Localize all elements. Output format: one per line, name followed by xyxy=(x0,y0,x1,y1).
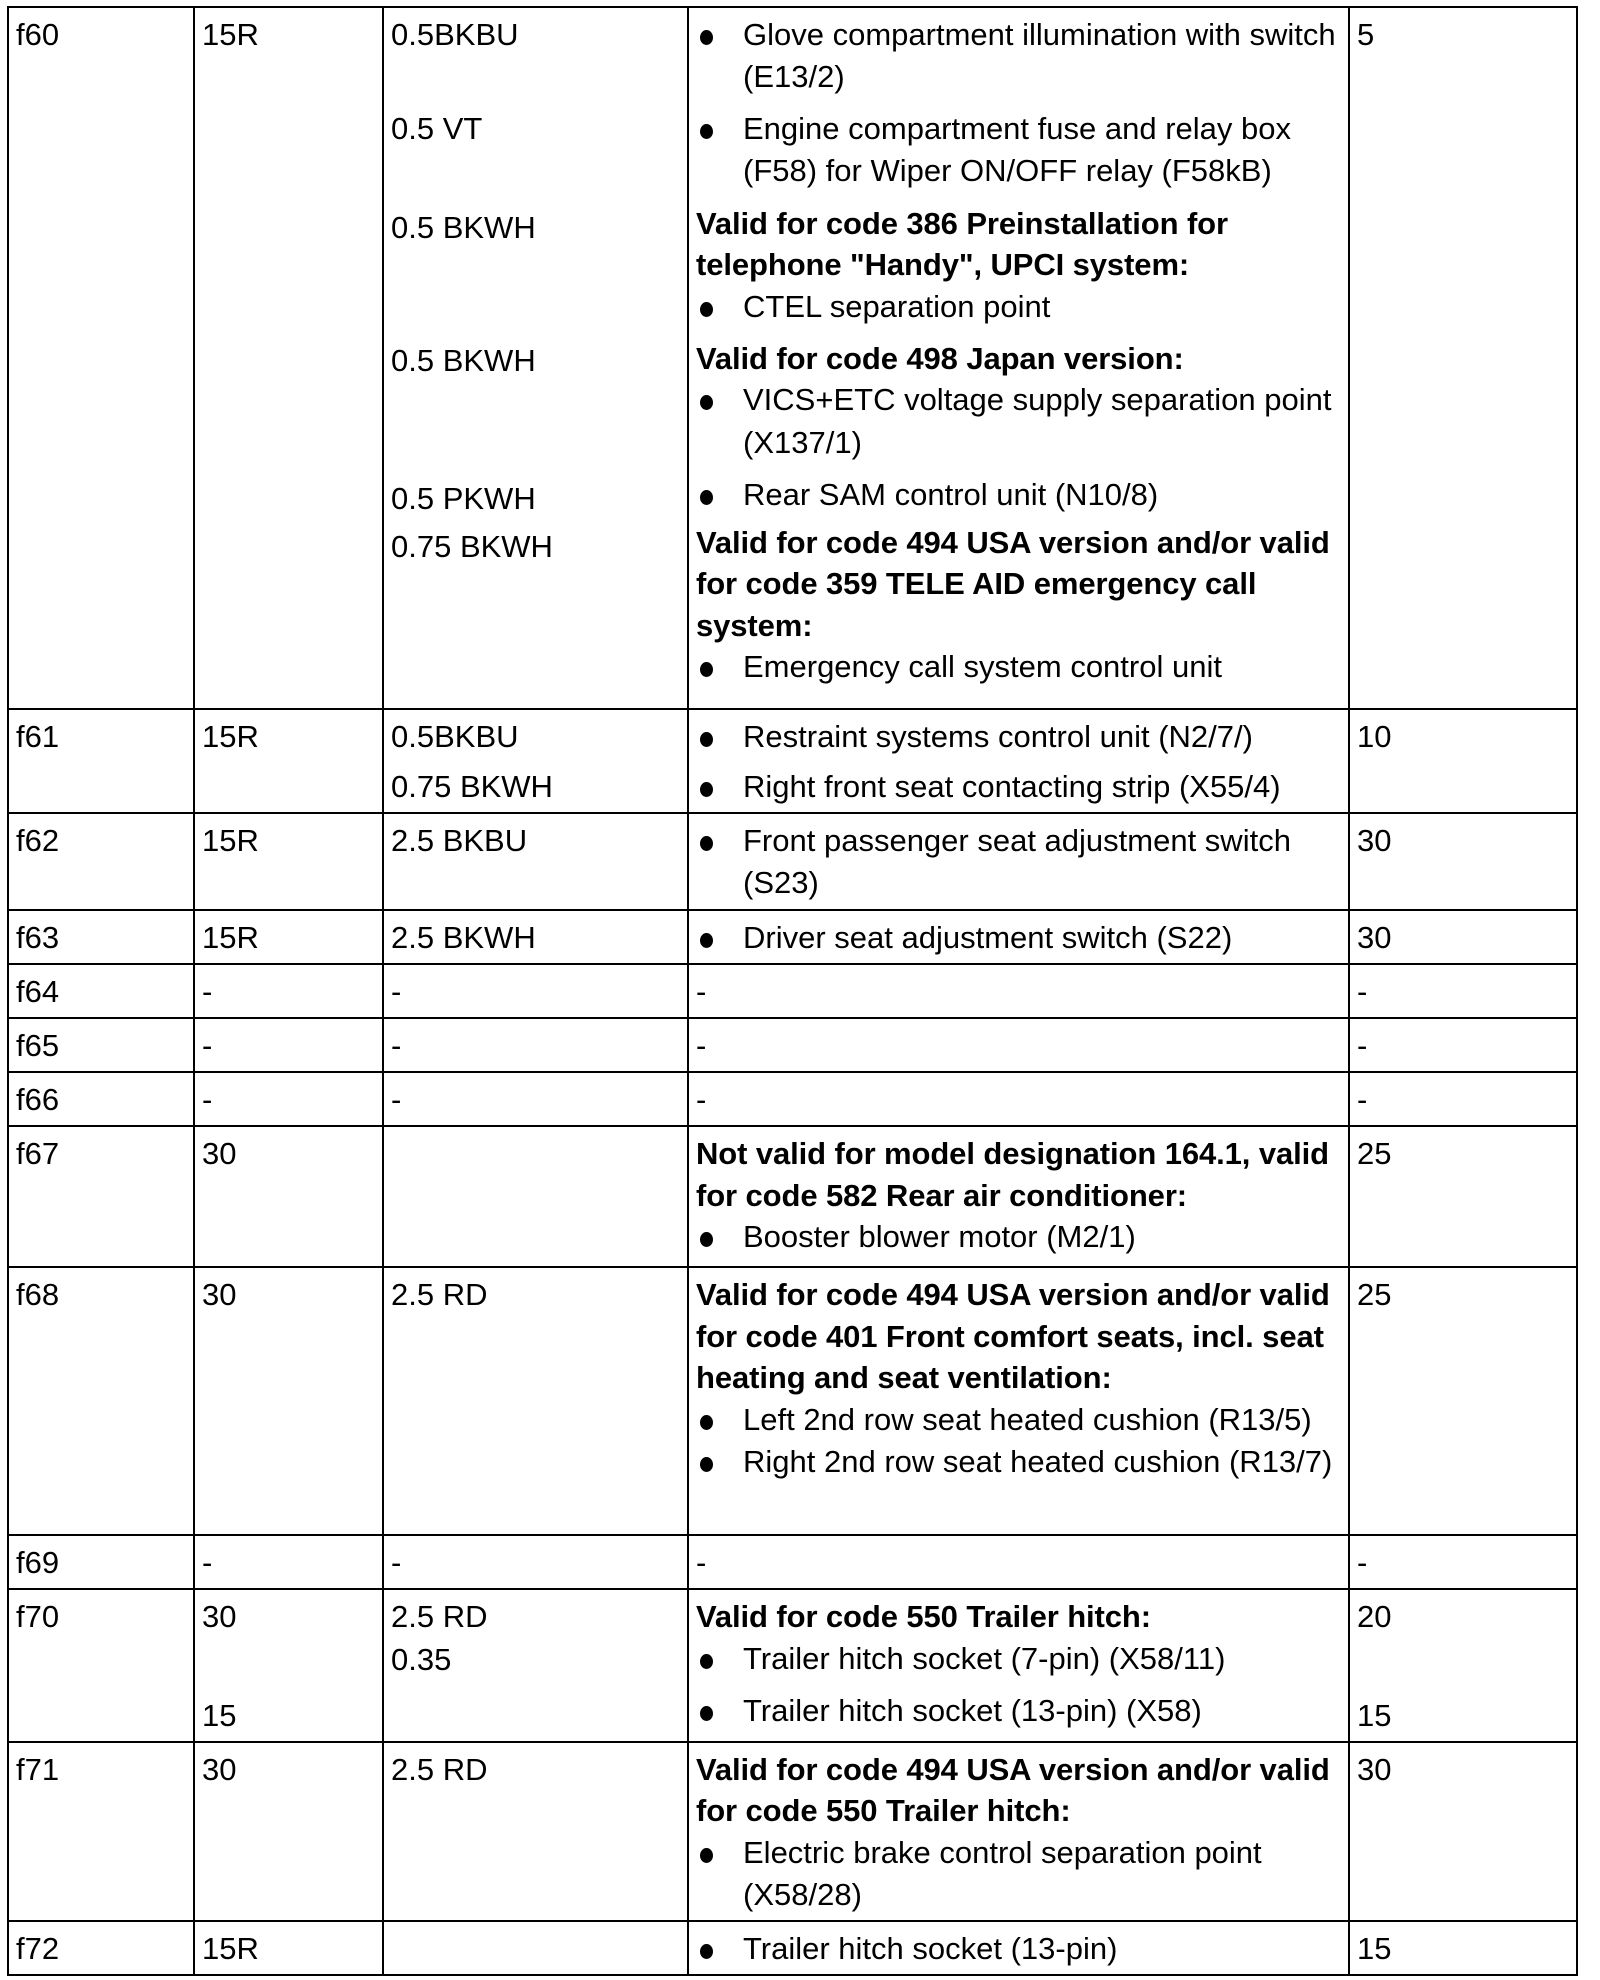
wire-cell: 2.5 BKWH xyxy=(383,910,688,964)
table-row xyxy=(8,7,1577,709)
list-item: Trailer hitch socket (13-pin) xyxy=(696,1928,1341,1970)
consumer-cell xyxy=(688,1267,1349,1535)
fuse-number-cell: f66 xyxy=(8,1072,194,1126)
fuse-number-cell: f64 xyxy=(8,964,194,1018)
consumer-cell: - xyxy=(688,964,1349,1018)
bullet-icon xyxy=(696,379,743,421)
circuit-cell: 15R xyxy=(194,813,383,909)
wire-cell: 2.5 RD 0.35 xyxy=(383,1589,688,1741)
consumer-cell xyxy=(688,1742,1349,1921)
consumer-cell: - xyxy=(688,1072,1349,1126)
list-item: Right 2nd row seat heated cushion (R13/7) xyxy=(696,1441,1341,1483)
validity-note: Valid for code 550 Trailer hitch: xyxy=(696,1599,1151,1635)
amperage-cell: 30 xyxy=(1349,1742,1577,1921)
table-row xyxy=(8,910,1577,964)
circuit-cell: - xyxy=(194,1018,383,1072)
consumer-cell xyxy=(688,7,1349,709)
circuit-cell: 15R xyxy=(194,709,383,813)
consumer-cell xyxy=(688,709,1349,813)
wire-cell: 2.5 BKBU xyxy=(383,813,688,909)
amperage-cell: 20 15 xyxy=(1349,1589,1577,1741)
circuit-cell: 30 xyxy=(194,1267,383,1535)
list-item: Glove compartment illumination with switch (E13/2) xyxy=(696,14,1341,98)
amperage-cell: 30 xyxy=(1349,813,1577,909)
wire-cell: 2.5 RD xyxy=(383,1742,688,1921)
amperage-cell: - xyxy=(1349,1072,1577,1126)
wire-cell xyxy=(383,1126,688,1267)
list-item: Engine compartment fuse and relay box (F58) for Wiper ON/OFF relay (F58kB) xyxy=(696,108,1341,192)
list-item: Emergency call system control unit xyxy=(696,646,1341,688)
bullet-icon xyxy=(696,108,743,150)
table-row xyxy=(8,813,1577,909)
bullet-icon xyxy=(696,1441,743,1483)
validity-note: Valid for code 494 USA version and/or valid for code 401 Front comfort seats, incl. seat heating and seat ventilation: xyxy=(696,1277,1330,1396)
amperage-cell: 15 xyxy=(1349,1921,1577,1975)
fuse-number-cell: f70 xyxy=(8,1589,194,1741)
fuse-number-cell: f68 xyxy=(8,1267,194,1535)
table-row xyxy=(8,964,1577,1018)
bullet-icon xyxy=(696,14,743,56)
fuse-number-cell: f60 xyxy=(8,7,194,709)
fuse-assignment-table xyxy=(7,6,1578,1976)
list-item: Left 2nd row seat heated cushion (R13/5) xyxy=(696,1399,1341,1441)
circuit-cell: 15R xyxy=(194,1921,383,1975)
bullet-icon xyxy=(696,1638,743,1680)
amperage-cell: 10 xyxy=(1349,709,1577,813)
table-row xyxy=(8,1072,1577,1126)
amperage-cell: 25 xyxy=(1349,1126,1577,1267)
table-row xyxy=(8,1267,1577,1535)
wire-cell: - xyxy=(383,964,688,1018)
consumer-cell xyxy=(688,813,1349,909)
validity-note: Not valid for model designation 164.1, valid for code 582 Rear air conditioner: xyxy=(696,1136,1329,1213)
table-row xyxy=(8,709,1577,813)
table-row xyxy=(8,1126,1577,1267)
bullet-icon xyxy=(696,286,743,328)
list-item: Booster blower motor (M2/1) xyxy=(696,1216,1341,1258)
consumer-cell xyxy=(688,1589,1349,1741)
wire-cell xyxy=(383,1921,688,1975)
fuse-number-cell: f67 xyxy=(8,1126,194,1267)
fuse-number-cell: f69 xyxy=(8,1535,194,1589)
fuse-number-cell: f61 xyxy=(8,709,194,813)
amperage-cell: 25 xyxy=(1349,1267,1577,1535)
amperage-cell: 5 xyxy=(1349,7,1577,709)
bullet-icon xyxy=(696,474,743,516)
bullet-icon xyxy=(696,1399,743,1441)
table-row xyxy=(8,1535,1577,1589)
wire-cell: 2.5 RD xyxy=(383,1267,688,1535)
circuit-cell: 30 xyxy=(194,1126,383,1267)
bullet-icon xyxy=(696,1832,743,1874)
circuit-cell: - xyxy=(194,1072,383,1126)
list-item: Right front seat contacting strip (X55/4) xyxy=(696,766,1341,808)
fuse-number-cell: f63 xyxy=(8,910,194,964)
fuse-number-cell: f65 xyxy=(8,1018,194,1072)
table-row xyxy=(8,1018,1577,1072)
validity-note: Valid for code 494 USA version and/or valid for code 359 TELE AID emergency call system: xyxy=(696,524,1330,643)
amperage-cell: - xyxy=(1349,964,1577,1018)
list-item: Electric brake control separation point (X58/28) xyxy=(696,1832,1341,1916)
fuse-number-cell: f72 xyxy=(8,1921,194,1975)
bullet-icon xyxy=(696,820,743,862)
list-item: CTEL separation point xyxy=(696,286,1341,328)
consumer-cell xyxy=(688,1921,1349,1975)
consumer-cell xyxy=(688,1126,1349,1267)
amperage-cell: - xyxy=(1349,1535,1577,1589)
circuit-cell: 30 xyxy=(194,1742,383,1921)
list-item: Restraint systems control unit (N2/7/) xyxy=(696,716,1341,758)
consumer-cell: - xyxy=(688,1535,1349,1589)
fuse-number-cell: f71 xyxy=(8,1742,194,1921)
circuit-cell: - xyxy=(194,964,383,1018)
wire-cell: 0.5BKBU 0.75 BKWH xyxy=(383,709,688,813)
circuit-cell: 15R xyxy=(194,910,383,964)
validity-note: Valid for code 494 USA version and/or valid for code 550 Trailer hitch: xyxy=(696,1751,1330,1829)
list-item: Trailer hitch socket (13-pin) (X58) xyxy=(696,1690,1341,1732)
bullet-icon xyxy=(696,766,743,808)
circuit-cell: 15R xyxy=(194,7,383,709)
list-item: Trailer hitch socket (7-pin) (X58/11) xyxy=(696,1638,1341,1680)
validity-note: Valid for code 498 Japan version: xyxy=(696,340,1184,376)
table-row xyxy=(8,1589,1577,1741)
bullet-icon xyxy=(696,716,743,758)
list-item: Rear SAM control unit (N10/8) xyxy=(696,474,1341,516)
circuit-cell: - xyxy=(194,1535,383,1589)
fuse-number-cell: f62 xyxy=(8,813,194,909)
bullet-icon xyxy=(696,646,743,688)
list-item: VICS+ETC voltage supply separation point (X137/1) xyxy=(696,379,1341,463)
wire-cell: 0.5BKBU 0.5 VT 0.5 BKWH 0.5 BKWH 0.5 PKWH 0.75 BKWH xyxy=(383,7,688,709)
wire-cell: - xyxy=(383,1535,688,1589)
bullet-icon xyxy=(696,917,743,959)
circuit-cell: 30 15 xyxy=(194,1589,383,1741)
bullet-icon xyxy=(696,1690,743,1732)
amperage-cell: 30 xyxy=(1349,910,1577,964)
list-item: Driver seat adjustment switch (S22) xyxy=(696,917,1341,959)
table-row xyxy=(8,1742,1577,1921)
bullet-icon xyxy=(696,1216,743,1258)
wire-cell: - xyxy=(383,1072,688,1126)
consumer-cell: - xyxy=(688,1018,1349,1072)
amperage-cell: - xyxy=(1349,1018,1577,1072)
bullet-icon xyxy=(696,1928,743,1970)
validity-note: Valid for code 386 Preinstallation for telephone "Handy", UPCI system: xyxy=(696,205,1228,283)
table-row xyxy=(8,1921,1577,1975)
list-item: Front passenger seat adjustment switch (S23) xyxy=(696,820,1341,904)
consumer-cell xyxy=(688,910,1349,964)
wire-cell: - xyxy=(383,1018,688,1072)
